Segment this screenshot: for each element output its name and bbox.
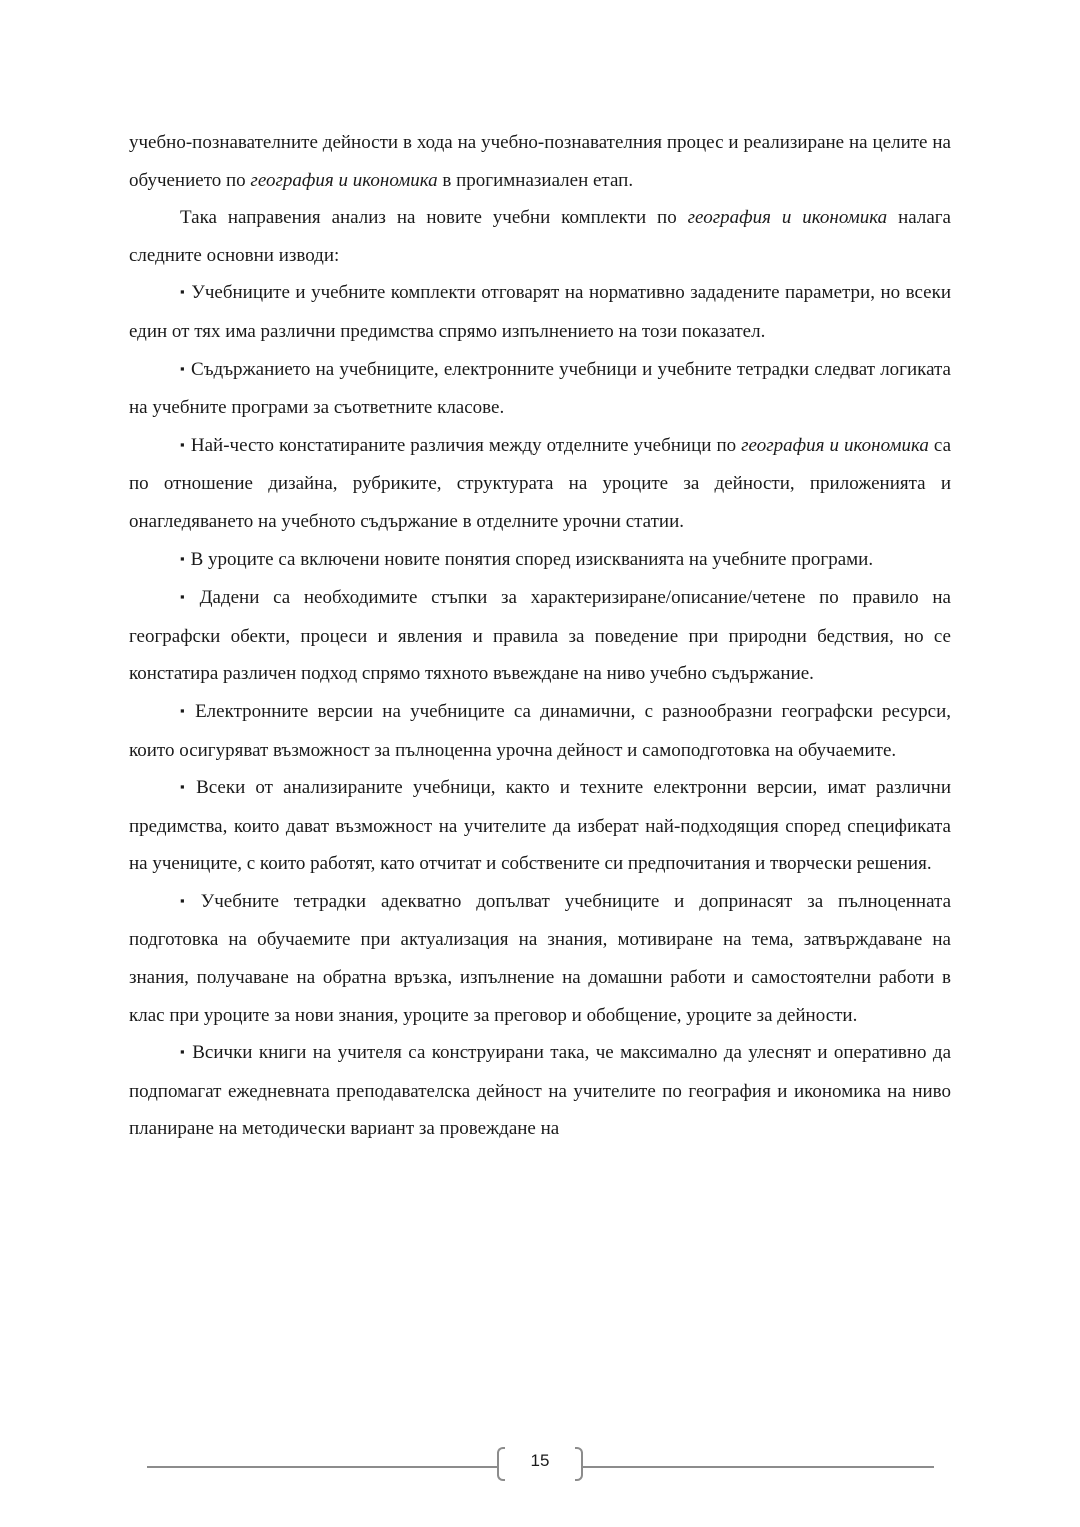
bullet-icon: ▪ [180,550,185,566]
paragraph [129,124,951,199]
paragraph [129,1034,951,1148]
paragraph [129,579,951,693]
paragraph [129,883,951,1034]
bullet-icon: ▪ [180,589,194,605]
footer-rule-right [583,1466,934,1468]
text-run: налага следните основни изводи: [129,207,951,266]
paragraph [129,199,951,274]
text-run: в прогимназиален етап. [437,169,634,191]
italic-text: география и икономика [687,207,888,229]
left-brace-ornament [497,1447,505,1481]
italic-text: география и икономика [741,434,929,456]
paragraph [129,351,951,427]
page-number: 15 [530,1451,550,1470]
text-run: Учебниците и учебните комплекти отговарят на нормативно зададените параметри, но всеки един от тях има различни предимства спрямо изпълнението на този показател. [129,282,951,342]
paragraph [129,427,951,541]
text-run: Всеки от анализираните учебници, както и техните електронни версии, имат различни предимства, които дават възможност на учителите да изберат най-подходящия според спецификата на учениците, с които работят, като отчитат и собствените си предпочитания и творчески решения. [129,777,951,875]
body-text [129,124,951,1148]
text-run: Дадени са необходимите стъпки за характеризиране/описание/четене по правило на географски обекти, процеси и явления и правила за поведение при природни бедствия, но се констатира различен подход спрямо тяхното въвеждане на ниво учебно съдържание. [129,587,951,685]
bullet-icon: ▪ [180,360,186,376]
text-run: Всички книги на учителя са конструирани така, че максимално да улеснят и оперативно да подпомагат ежедневната преподавателска дейност на учителите по география и икономика на ниво планиране на методически вариант за провеждане на [129,1042,952,1140]
text-run: Учебните тетрадки адекватно допълват учебниците и допринасят за пълноценната подготовка на обучаемите при актуализация на знания, мотивиране на тема, затвърждаване на знания, получаване на обратна връзка, изпълнение на домашни работи и самостоятелни работи в клас при уроците за нови знания, уроците за преговор и обобщение, уроците за дейности. [129,890,951,1026]
text-run: В уроците са включени новите понятия според изискванията на учебните програми. [190,548,874,570]
bullet-icon: ▪ [180,1044,187,1060]
bullet-icon: ▪ [180,284,186,300]
text-run: учебно-познавателните дейности в хода на учебно-познавателния процес и реализиране на целите на обучението по [129,132,951,191]
paragraph [129,274,951,350]
text-run: Електронните версии на учебниците са динамични, с разнообразни географски ресурси, които осигуряват възможност за пълноценна урочна дейност и самоподготовка на обучаемите. [129,700,951,761]
paragraph [129,769,951,883]
text-run: са по отношение дизайна, рубриките, структурата на уроците за дейности, приложенията и онагледяването на учебното съдържание в отделните урочни статии. [129,434,951,532]
text-run: Съдържанието на учебниците, електронните учебници и учебните тетрадки следват логиката на учебните програми за съответните класове. [129,358,951,419]
right-brace-ornament [575,1447,583,1481]
bullet-icon: ▪ [180,436,185,452]
text-run: Така направения анализ на новите учебни комплекти по [180,207,688,229]
bullet-icon: ▪ [180,702,190,718]
bullet-icon: ▪ [180,779,191,795]
paragraph [129,541,951,580]
bullet-icon: ▪ [180,892,195,908]
italic-text: география и икономика [250,169,438,191]
page-footer [0,1444,1080,1490]
footer-rule-left [147,1466,497,1468]
text-run: Най-често констатираните различия между отделните учебници по [190,434,742,456]
paragraph [129,693,951,769]
